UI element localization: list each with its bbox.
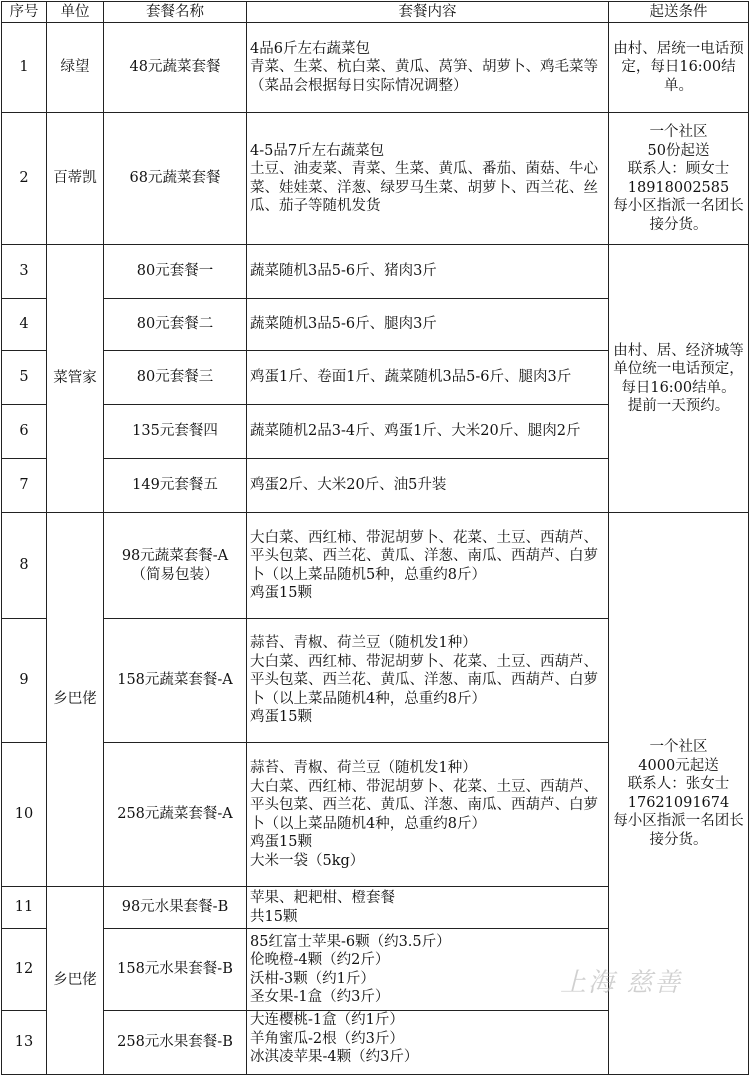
header-content: 套餐内容 bbox=[247, 2, 609, 23]
row-package-name: 80元套餐二 bbox=[104, 299, 247, 351]
table-row bbox=[2, 245, 749, 299]
row-unit: 菜管家 bbox=[47, 245, 104, 513]
row-content: 蔬菜随机3品5-6斤、腿肉3斤 bbox=[247, 299, 609, 351]
row-content: 苹果、耙耙柑、橙套餐 共15颗 bbox=[247, 887, 609, 929]
row-no: 13 bbox=[2, 1011, 47, 1075]
row-content: 蔬菜随机2品3-4斤、鸡蛋1斤、大米20斤、腿肉2斤 bbox=[247, 405, 609, 459]
header-name: 套餐名称 bbox=[104, 2, 247, 23]
row-condition: 由村、居、经济城等单位统一电话预定，每日16:00结单。 提前一天预约。 bbox=[609, 245, 749, 513]
row-content: 蒜苔、青椒、荷兰豆（随机发1种） 大白菜、西红柿、带泥胡萝卜、花菜、土豆、西葫芦、平头包菜、西兰花、黄瓜、洋葱、南瓜、西葫芦、白萝卜（以上菜品随机4种，总重约8斤） 鸡蛋15颗 bbox=[247, 619, 609, 743]
row-package-name: 68元蔬菜套餐 bbox=[104, 113, 247, 245]
row-content: 鸡蛋2斤、大米20斤、油5升装 bbox=[247, 459, 609, 513]
row-package-name: 98元水果套餐-B bbox=[104, 887, 247, 929]
row-package-name: 258元水果套餐-B bbox=[104, 1011, 247, 1075]
row-content: 4-5品7斤左右蔬菜包 土豆、油麦菜、青菜、生菜、黄瓜、番茄、菌菇、牛心菜、娃娃菜、洋葱、绿罗马生菜、胡萝卜、西兰花、丝瓜、茄子等随机发货 bbox=[247, 113, 609, 245]
row-no: 2 bbox=[2, 113, 47, 245]
row-content: 85红富士苹果-6颗（约3.5斤） 伦晚橙-4颗（约2斤） 沃柑-3颗（约1斤） 圣女果-1盒（约3斤） bbox=[247, 929, 609, 1011]
row-no: 1 bbox=[2, 23, 47, 113]
row-unit: 乡巴佬 bbox=[47, 513, 104, 887]
table-row bbox=[2, 113, 749, 245]
watermark-logo: 上海 慈善 bbox=[560, 968, 683, 998]
row-package-name: 80元套餐三 bbox=[104, 351, 247, 405]
row-unit: 绿望 bbox=[47, 23, 104, 113]
row-package-name: 158元水果套餐-B bbox=[104, 929, 247, 1011]
row-no: 9 bbox=[2, 619, 47, 743]
header-condition: 起送条件 bbox=[609, 2, 749, 23]
row-unit: 乡巴佬 bbox=[47, 887, 104, 1075]
row-package-name: 98元蔬菜套餐-A （简易包装） bbox=[104, 513, 247, 619]
row-package-name: 158元蔬菜套餐-A bbox=[104, 619, 247, 743]
row-content: 大白菜、西红柿、带泥胡萝卜、花菜、土豆、西葫芦、平头包菜、西兰花、黄瓜、洋葱、南瓜、西葫芦、白萝卜（以上菜品随机5种，总重约8斤） 鸡蛋15颗 bbox=[247, 513, 609, 619]
row-no: 5 bbox=[2, 351, 47, 405]
row-no: 4 bbox=[2, 299, 47, 351]
package-table bbox=[1, 1, 749, 1075]
row-no: 8 bbox=[2, 513, 47, 619]
row-content: 鸡蛋1斤、卷面1斤、蔬菜随机3品5-6斤、腿肉3斤 bbox=[247, 351, 609, 405]
row-package-name: 135元套餐四 bbox=[104, 405, 247, 459]
header-unit: 单位 bbox=[47, 2, 104, 23]
row-condition: 由村、居统一电话预定，每日16:00结单。 bbox=[609, 23, 749, 113]
row-content: 蒜苔、青椒、荷兰豆（随机发1种） 大白菜、西红柿、带泥胡萝卜、花菜、土豆、西葫芦、平头包菜、西兰花、黄瓜、洋葱、南瓜、西葫芦、白萝卜（以上菜品随机4种，总重约8斤） 鸡蛋15颗 大米一袋（5kg） bbox=[247, 743, 609, 887]
row-package-name: 258元蔬菜套餐-A bbox=[104, 743, 247, 887]
row-content: 4品6斤左右蔬菜包 青菜、生菜、杭白菜、黄瓜、莴笋、胡萝卜、鸡毛菜等（菜品会根据每日实际情况调整） bbox=[247, 23, 609, 113]
row-package-name: 149元套餐五 bbox=[104, 459, 247, 513]
row-condition: 一个社区 50份起送 联系人：顾女士 18918002585 每小区指派一名团长接分货。 bbox=[609, 113, 749, 245]
row-no: 3 bbox=[2, 245, 47, 299]
row-content: 蔬菜随机3品5-6斤、猪肉3斤 bbox=[247, 245, 609, 299]
row-no: 10 bbox=[2, 743, 47, 887]
row-no: 11 bbox=[2, 887, 47, 929]
row-content: 大连樱桃-1盒（约1斤） 羊角蜜瓜-2根（约3斤） 冰淇凌苹果-4颗（约3斤） bbox=[247, 1011, 609, 1075]
table-row bbox=[2, 513, 749, 619]
row-no: 12 bbox=[2, 929, 47, 1011]
row-package-name: 80元套餐一 bbox=[104, 245, 247, 299]
row-condition: 一个社区 4000元起送 联系人：张女士 17621091674 每小区指派一名团长接分货。 bbox=[609, 513, 749, 1075]
table-row bbox=[2, 23, 749, 113]
row-no: 6 bbox=[2, 405, 47, 459]
header-no: 序号 bbox=[2, 2, 47, 23]
row-no: 7 bbox=[2, 459, 47, 513]
row-unit: 百蒂凯 bbox=[47, 113, 104, 245]
row-package-name: 48元蔬菜套餐 bbox=[104, 23, 247, 113]
header-row bbox=[2, 2, 749, 23]
